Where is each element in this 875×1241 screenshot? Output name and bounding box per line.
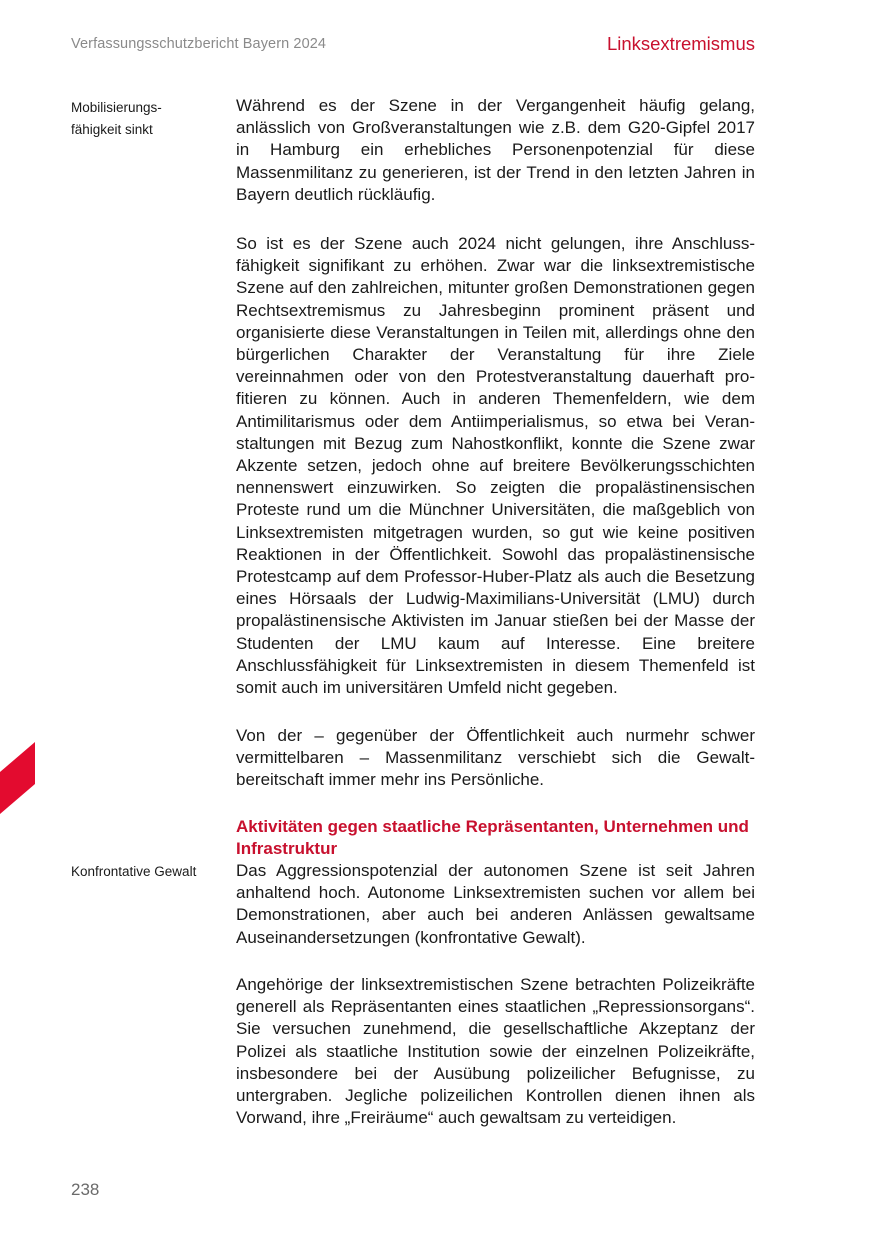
body-paragraph: Das Aggressionspotenzial der autonomen Szene ist seit Jahren anhaltend hoch. Autonome Linksextremisten suchen vor allem bei Demonstrationen, aber auch bei anderen Anlässen gewaltsame Auseinandersetzungen (konfrontative Gewalt). bbox=[236, 861, 755, 947]
paragraph-block-4 bbox=[236, 860, 755, 949]
margin-note-konfrontativ: Konfrontative Gewalt bbox=[71, 864, 197, 879]
running-head-chapter: Linksextremismus bbox=[606, 33, 755, 54]
chapter-tab-marker bbox=[0, 742, 35, 814]
body-paragraph: Von der – gegenüber der Öffentlichkeit auch nurmehr schwer vermittelbaren – Massenmilitanz verschiebt sich die Gewaltbereitschaft immer mehr ins Persönliche. bbox=[236, 726, 755, 790]
section-heading: Aktivitäten gegen staatliche Repräsentanten, Unternehmen und Infrastruktur bbox=[236, 817, 749, 859]
section-heading-block bbox=[236, 816, 755, 860]
paragraph-block-2 bbox=[236, 233, 755, 699]
paragraph-block-3 bbox=[236, 725, 755, 792]
paragraph-block-1 bbox=[236, 95, 755, 206]
running-head-publication: Verfassungsschutzbericht Bayern 2024 bbox=[71, 36, 327, 52]
body-paragraph: So ist es der Szene auch 2024 nicht gelungen, ihre Anschlussfähigkeit signifikant zu erhöhen. Zwar war die linksextremistische Szene auf den zahlreichen, mitunter großen Demonstrationen gegen Rechtsextremismus zu Jahresbeginn prominent präsent und organisierte diese Veranstaltungen in Teilen mit, allerdings ohne den bürgerlichen Charakter der Veranstaltung für ihre Ziele vereinnahmen oder von den Protestveranstaltung dauerhaft profitieren zu können. Auch in anderen Themenfeldern, wie dem Antimilitarismus oder dem Antiimperialismus, so etwa bei Veranstaltungen mit Bezug zum Nahostkonflikt, konnte die Szene zwar Akzente setzen, jedoch ohne auf breitere Bevölkerungsschichten nennenswert einzuwirken. So zeigten die propalästinensischen Proteste rund um die Münchner Universitäten, die maßgeblich von Linksextremisten mitgetragen wurden, so gut wie keine positiven Reaktionen in der Öffentlichkeit. Sowohl das propalästinensische Protestcamp auf dem Professor-Huber-Platz als auch die Besetzung eines Hörsaals der Ludwig-Maximilians-Universität (LMU) durch propalästinensische Aktivisten im Januar stießen bei der Masse der Studenten der LMU kaum auf Interesse. Eine breitere Anschlussfähigkeit für Linksextremisten in diesem Themenfeld ist somit auch im universitären Umfeld nicht gegeben. bbox=[236, 234, 755, 698]
paragraph-block-5 bbox=[236, 974, 755, 1129]
margin-note-line: fähigkeit sinkt bbox=[71, 122, 153, 137]
margin-note-line: Mobilisierungs- bbox=[71, 100, 162, 115]
page-number: 238 bbox=[71, 1180, 100, 1199]
body-paragraph: Angehörige der linksextremistischen Szene betrachten Polizeikräfte generell als Repräsentanten eines staatlichen „Repressionsorgans“. Sie versuchen zunehmend, die gesellschaftliche Akzeptanz der Polizei als staatliche Institution sowie der einzelnen Polizeikräfte, insbesondere bei der Ausübung polizeilicher Befugnisse, zu untergraben. Jegliche polizeilichen Kontrollen dienen ihnen als Vorwand, ihre „Freiräume“ auch gewaltsam zu verteidigen. bbox=[236, 975, 755, 1128]
margin-note-mobilisierung bbox=[71, 97, 231, 141]
body-paragraph: Während es der Szene in der Vergangenheit häufig gelang, anlässlich von Großveranstaltungen wie z.B. dem G20-Gipfel 2017 in Hamburg ein erhebliches Personenpotenzial für diese Massenmilitanz zu generieren, ist der Trend in den letzten Jahren in Bayern deutlich rückläufig. bbox=[236, 96, 755, 204]
